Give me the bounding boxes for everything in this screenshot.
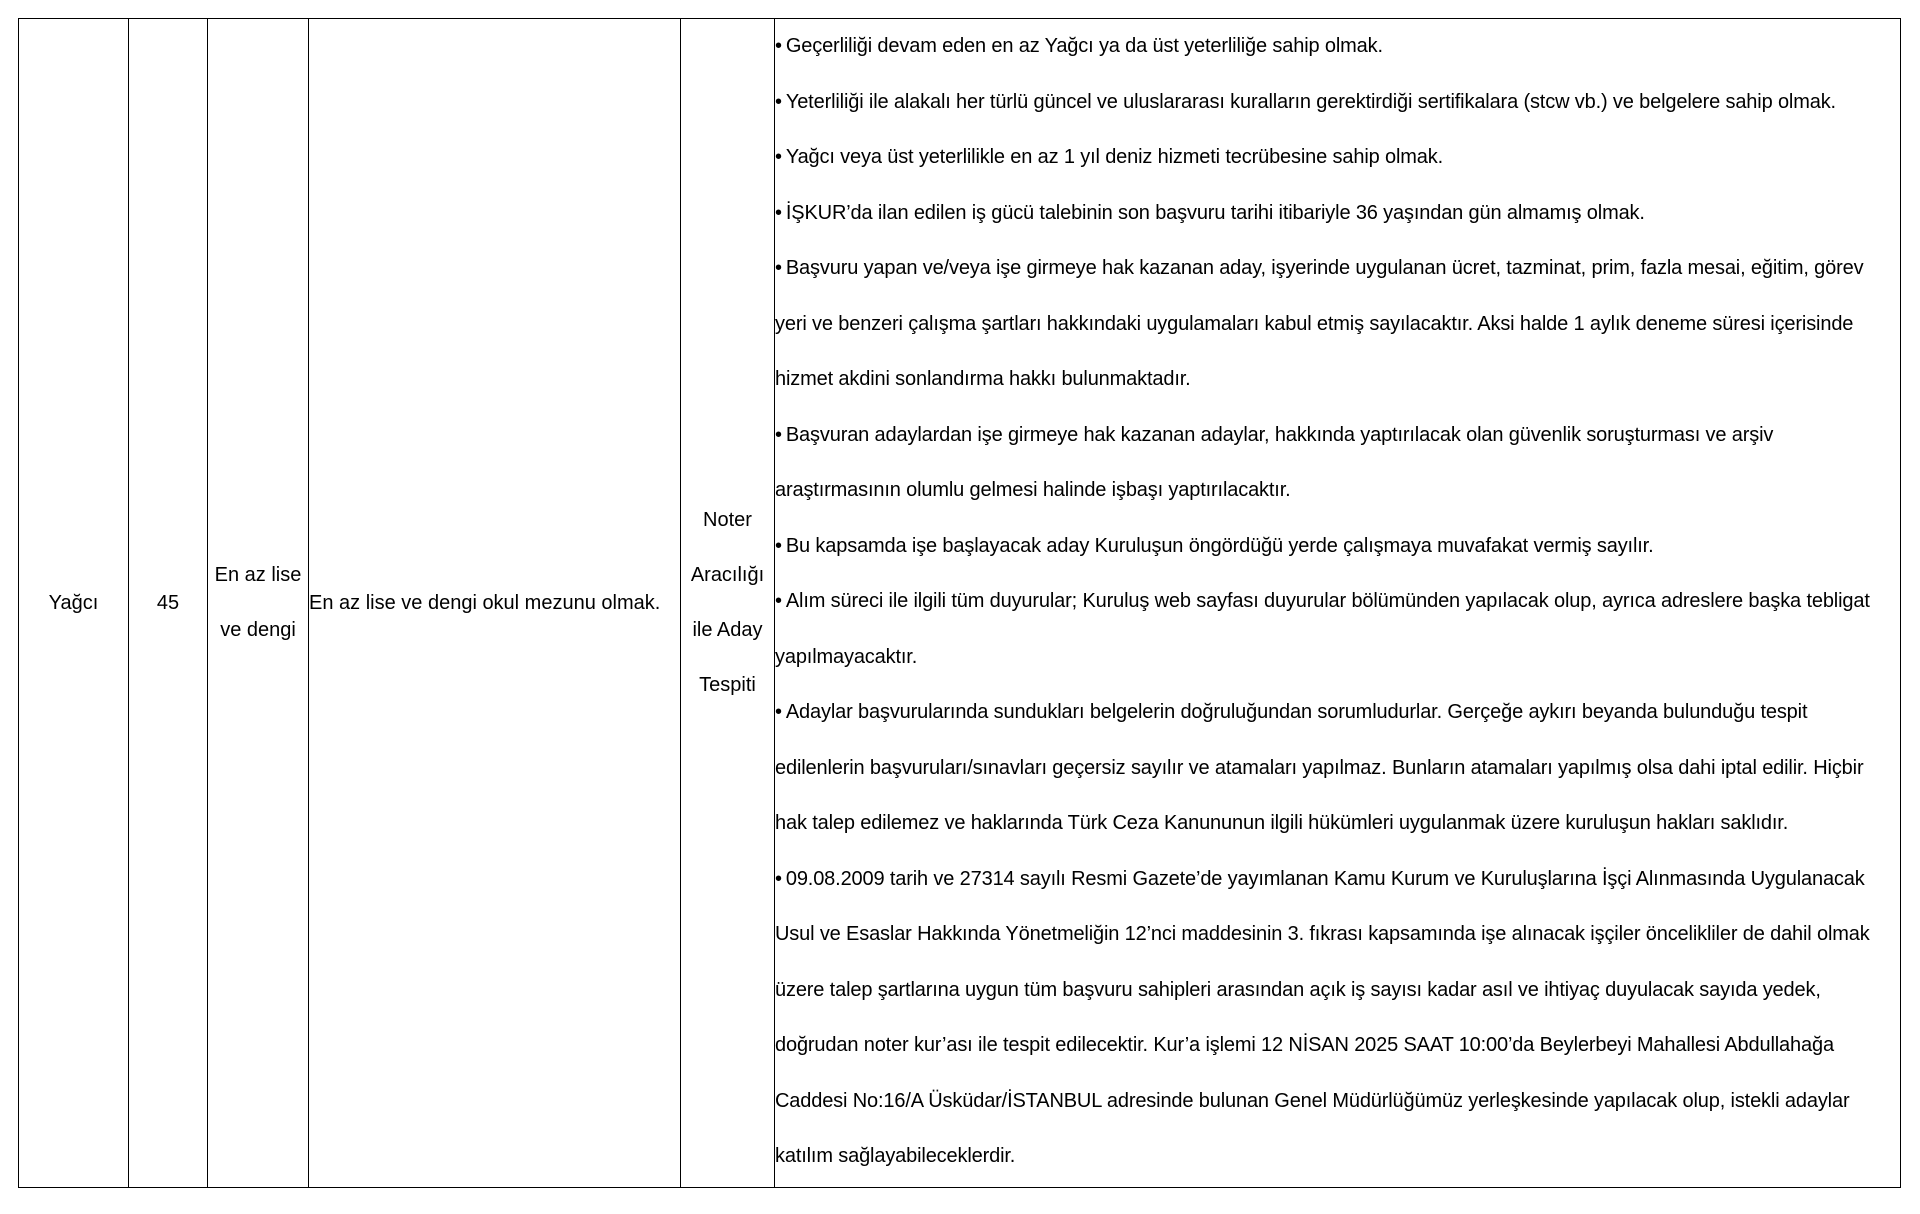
method-line: Tespiti xyxy=(699,674,756,696)
bullet-marker: • xyxy=(775,590,782,612)
job-requirements-table xyxy=(18,18,1901,1188)
education-line: ve dengi xyxy=(220,619,296,641)
bullet-marker: • xyxy=(775,867,782,890)
requirement-item xyxy=(775,75,1900,131)
requirement-item xyxy=(775,852,1900,1185)
requirement-text: Bu kapsamda işe başlayacak aday Kuruluşun öngördüğü yerde çalışmaya muvafakat vermiş sayılır. xyxy=(785,534,1654,557)
bullet-marker: • xyxy=(775,257,782,279)
requirement-item xyxy=(775,408,1900,519)
bullet-marker: • xyxy=(775,201,782,224)
method-line: ile Aday xyxy=(692,619,763,641)
method-cell xyxy=(681,19,775,1188)
position-count: 45 xyxy=(156,592,180,614)
requirement-item xyxy=(775,685,1900,852)
position-name: Yağcı xyxy=(48,592,99,614)
requirement-text: Başvuru yapan ve/veya işe girmeye hak kazanan aday, işyerinde uygulanan ücret, tazminat, prim, fazla mesai, eğitim, görev yeri ve benzeri çalışma şartları hakkındaki uygulamaları kabul etmiş sayılacaktır. Aksi halde 1 aylık deneme süresi içerisinde hizmet akdini sonlandırma hakkı bulunmaktadır. xyxy=(775,257,1864,390)
requirement-item xyxy=(775,19,1900,75)
requirement-text: Yeterliliği ile alakalı her türlü güncel ve uluslararası kuralların gerektirdiği sertifikalara (stcw vb.) ve belgelere sahip olmak. xyxy=(785,90,1836,113)
method-line: Noter xyxy=(703,509,752,531)
bullet-marker: • xyxy=(775,146,782,168)
requirement-text: Geçerliliği devam eden en az Yağcı ya da üst yeterliliğe sahip olmak. xyxy=(785,35,1383,57)
requirements-cell xyxy=(775,19,1901,1188)
position-cell xyxy=(19,19,129,1188)
bullet-marker: • xyxy=(775,534,782,557)
requirement-text: Yağcı veya üst yeterlilikle en az 1 yıl deniz hizmeti tecrübesine sahip olmak. xyxy=(785,146,1443,168)
method-line: Aracılığı xyxy=(690,564,765,586)
requirement-text: Başvuran adaylardan işe girmeye hak kazanan adaylar, hakkında yaptırılacak olan güvenlik soruşturması ve arşiv araştırmasının olumlu gelmesi halinde işbaşı yaptırılacaktır. xyxy=(775,423,1774,501)
table-row xyxy=(19,19,1901,1188)
bullet-marker: • xyxy=(775,35,782,57)
requirement-text: Adaylar başvurularında sundukları belgelerin doğruluğundan sorumludurlar. Gerçeğe aykırı beyanda bulunduğu tespit edilenlerin başvuruları/sınavları geçersiz sayılır ve atamaları yapılmaz. Bunların atamaları yapılmış olsa dahi iptal edilir. Hiçbir hak talep edilemez ve haklarında Türk Ceza Kanununun ilgili hükümleri uygulanmak üzere kuruluşun hakları saklıdır. xyxy=(775,701,1864,834)
requirements-sheet xyxy=(18,18,1900,1188)
qualification-cell xyxy=(309,19,681,1188)
bullet-marker: • xyxy=(775,90,782,113)
requirement-text: 09.08.2009 tarih ve 27314 sayılı Resmi Gazete’de yayımlanan Kamu Kurum ve Kuruluşlarına İşçi Alınmasında Uygulanacak Usul ve Esaslar Hakkında Yönetmeliğin 12’nci maddesinin 3. fıkrası kapsamında işe alınacak işçiler öncelikliler de dahil olmak üzere talep şartlarına uygun tüm başvuru sahipleri arasından açık iş sayısı kadar asıl ve ihtiyaç duyulacak sayıda yedek, doğrudan noter kur’ası ile tespit edilecektir. Kur’a işlemi 12 NİSAN 2025 SAAT 10:00’da Beylerbeyi Mahallesi Abdullahağa Caddesi No:16/A Üsküdar/İSTANBUL adresinde bulunan Genel Müdürlüğümüz yerleşkesinde yapılacak olup, istekli adaylar katılım sağlayabileceklerdir. xyxy=(775,867,1870,1167)
qualification-text: En az lise ve dengi okul mezunu olmak. xyxy=(309,592,661,614)
requirement-text: İŞKUR’da ilan edilen iş gücü talebinin son başvuru tarihi itibariyle 36 yaşından gün almamış olmak. xyxy=(785,201,1645,224)
requirement-text: Alım süreci ile ilgili tüm duyurular; Kuruluş web sayfası duyurular bölümünden yapılacak olup, ayrıca adreslere başka tebligat yapılmayacaktır. xyxy=(775,590,1870,668)
requirement-item xyxy=(775,574,1900,685)
count-cell xyxy=(129,19,208,1188)
requirement-item xyxy=(775,186,1900,242)
requirement-item xyxy=(775,241,1900,408)
bullet-marker: • xyxy=(775,423,782,446)
requirement-item xyxy=(775,519,1900,575)
requirement-item xyxy=(775,130,1900,186)
bullet-marker: • xyxy=(775,701,782,723)
education-cell xyxy=(208,19,309,1188)
education-line: En az lise xyxy=(214,564,302,586)
